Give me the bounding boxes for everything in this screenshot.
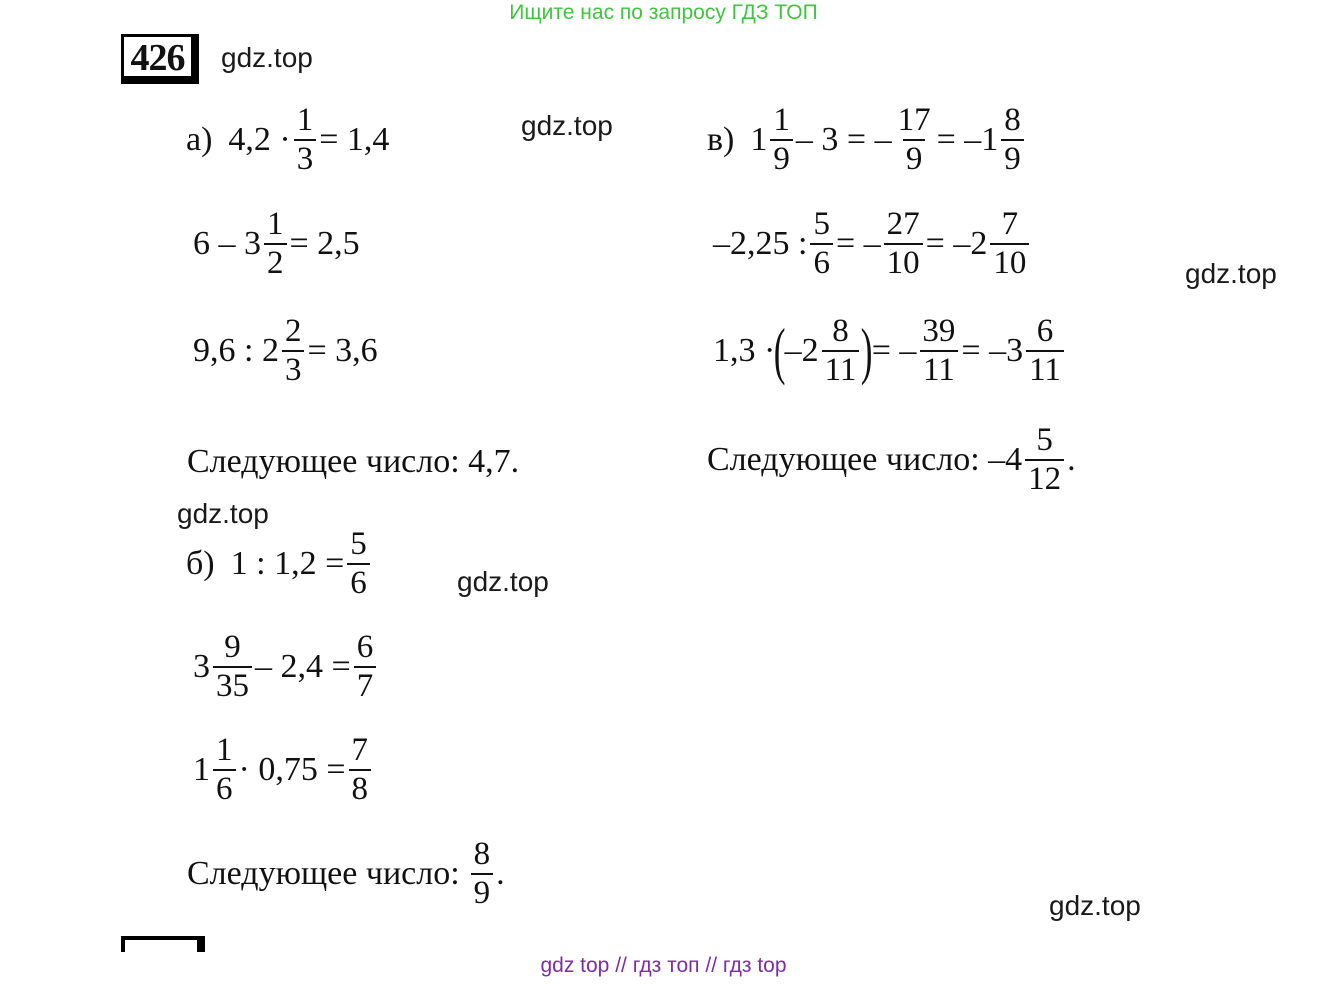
part-v-eq3 bbox=[713, 315, 1067, 387]
expr-text: 4,2 · bbox=[228, 121, 291, 158]
fraction: $\frac{1}{2}$ bbox=[264, 208, 287, 280]
expr-text: – 3 = – bbox=[795, 121, 892, 158]
expr-text: 6 – 3 bbox=[193, 225, 261, 262]
watermark: gdz.top bbox=[457, 566, 549, 597]
fraction: $\frac{1}{3}$ bbox=[294, 104, 317, 176]
fraction: $\frac{6}{7}$ bbox=[354, 631, 377, 703]
footer-links[interactable]: gdz top // гдз топ // гдз top bbox=[540, 954, 787, 977]
site-label: gdz.top bbox=[221, 42, 313, 73]
watermark: gdz.top bbox=[1185, 258, 1277, 289]
fraction: $\frac{1}{6}$ bbox=[213, 734, 236, 806]
expr-text: = – bbox=[835, 225, 881, 262]
expr-text: –2 bbox=[784, 332, 819, 369]
part-b-eq1 bbox=[186, 528, 373, 600]
part-a-eq2 bbox=[193, 208, 360, 280]
expr-text: = –1 bbox=[936, 121, 999, 158]
expr-text: 3 bbox=[193, 648, 210, 685]
part-b-next bbox=[187, 838, 505, 910]
expr-text: 1 bbox=[193, 751, 210, 788]
part-a-next bbox=[187, 445, 519, 479]
task-number: 426 bbox=[130, 37, 185, 79]
part-v-next bbox=[707, 424, 1076, 496]
watermark: gdz.top bbox=[1049, 890, 1141, 921]
fraction: $\frac{5}{6}$ bbox=[347, 528, 370, 600]
expr-text: . bbox=[496, 855, 505, 892]
fraction: $\frac{6}{11}$ bbox=[1026, 315, 1064, 387]
expr-text: 9,6 : 2 bbox=[193, 332, 279, 369]
task-number-box bbox=[121, 34, 199, 84]
fraction: $\frac{39}{11}$ bbox=[919, 315, 958, 387]
fraction: $\frac{1}{9}$ bbox=[770, 104, 793, 176]
expr-text: . bbox=[1067, 441, 1076, 478]
part-a-label: а) bbox=[186, 121, 213, 158]
fraction: $\frac{8}{9}$ bbox=[1001, 104, 1024, 176]
watermark: gdz.top bbox=[521, 110, 613, 141]
fraction: $\frac{7}{8}$ bbox=[349, 734, 372, 806]
next-number-text: Следующее число: 4,7. bbox=[187, 443, 520, 480]
part-a-eq1 bbox=[186, 104, 389, 176]
part-b-eq2 bbox=[193, 631, 379, 703]
expr-text: = 1,4 bbox=[319, 121, 390, 158]
next-number-text: Следующее число: –4 bbox=[707, 441, 1023, 478]
right-paren: ) bbox=[861, 315, 873, 386]
expr-text: = 3,6 bbox=[307, 332, 378, 369]
fraction: $\frac{2}{3}$ bbox=[282, 315, 305, 387]
expr-text: 1 : 1,2 = bbox=[230, 545, 345, 582]
fraction: $\frac{17}{9}$ bbox=[897, 102, 931, 177]
part-b-eq3 bbox=[193, 734, 374, 806]
part-a-eq3 bbox=[193, 315, 378, 387]
part-v-label: в) bbox=[707, 121, 735, 158]
fraction: $\frac{9}{35}$ bbox=[213, 631, 252, 703]
expr-text: = – bbox=[871, 332, 917, 369]
expr-text: = –2 bbox=[925, 225, 988, 262]
fraction: $\frac{27}{10}$ bbox=[884, 208, 923, 280]
fraction: $\frac{5}{12}$ bbox=[1025, 424, 1064, 496]
watermark: gdz.top bbox=[177, 498, 269, 529]
fraction: $\frac{8}{11}$ bbox=[822, 315, 860, 387]
fraction: $\frac{5}{6}$ bbox=[810, 208, 833, 280]
top-banner: Ищите нас по запросу ГДЗ ТОП bbox=[509, 1, 818, 24]
expr-text: – 2,4 = bbox=[255, 648, 351, 685]
next-task-box bbox=[121, 936, 205, 952]
fraction: $\frac{8}{9}$ bbox=[471, 838, 494, 910]
part-b-label: б) bbox=[186, 545, 215, 582]
part-v-eq1 bbox=[707, 104, 1027, 176]
part-v-eq2 bbox=[713, 208, 1032, 280]
expr-text: = –3 bbox=[961, 332, 1024, 369]
left-paren: ( bbox=[774, 315, 786, 386]
expr-text: 1 bbox=[750, 121, 768, 158]
expr-text: 1,3 · bbox=[713, 332, 776, 369]
fraction: $\frac{7}{10}$ bbox=[990, 208, 1029, 280]
next-number-text: Следующее число: bbox=[187, 855, 460, 892]
expr-text: –2,25 : bbox=[713, 225, 808, 262]
expr-text: = 2,5 bbox=[289, 225, 360, 262]
expr-text: · 0,75 = bbox=[238, 751, 346, 788]
